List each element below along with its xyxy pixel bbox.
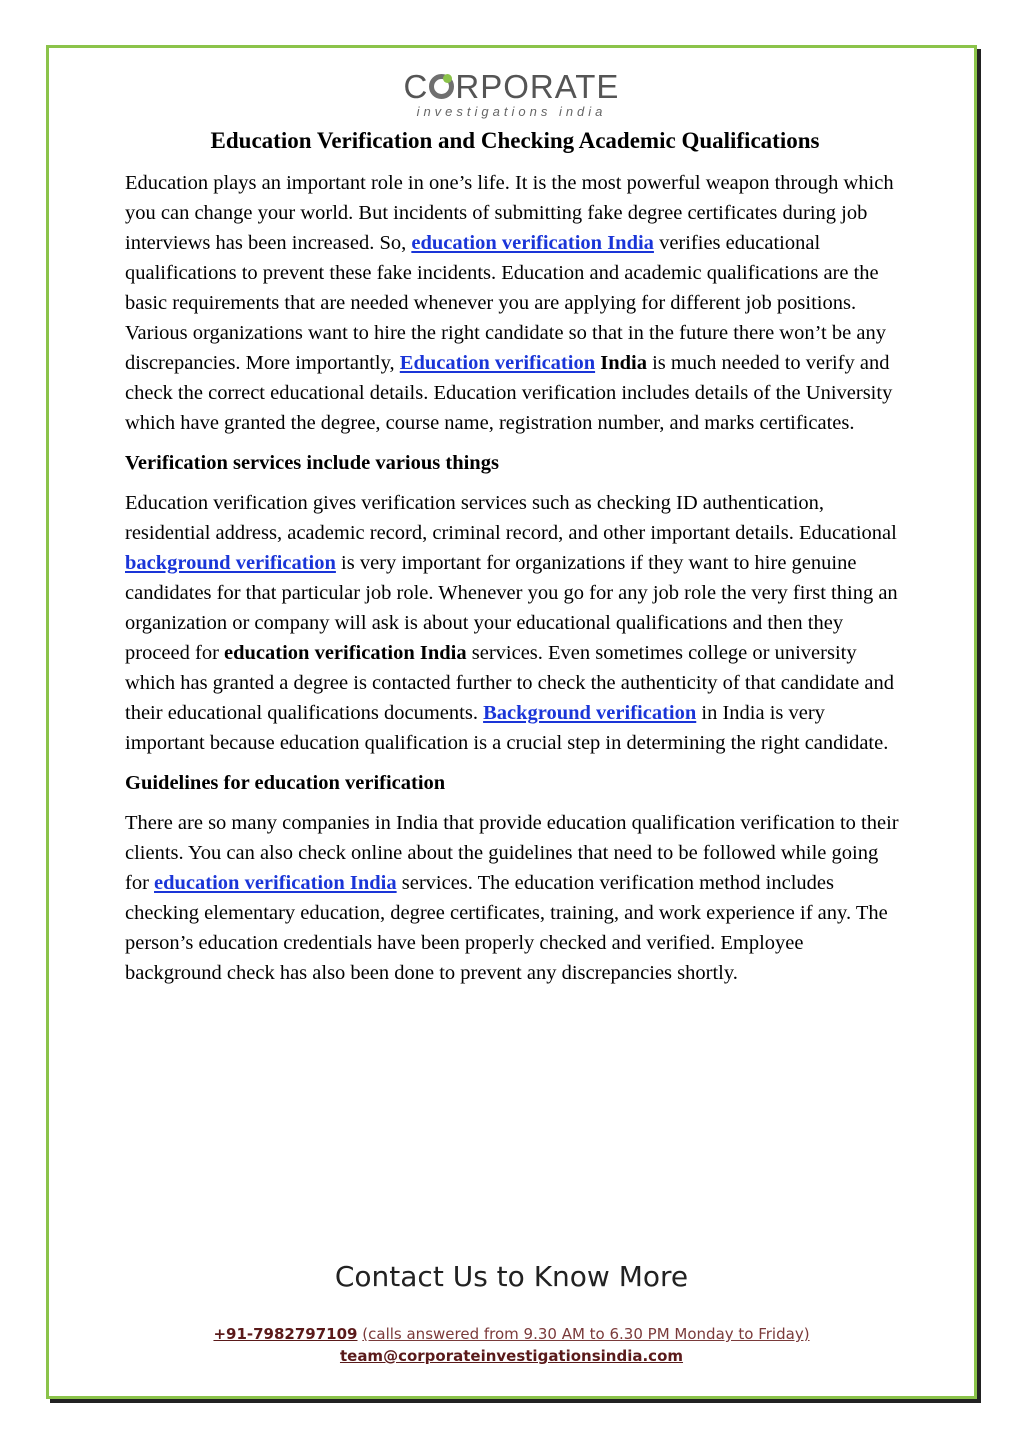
background-verification-link-2[interactable]: Background verification: [483, 702, 697, 724]
section-heading-guidelines: Guidelines for education verification: [125, 772, 446, 794]
background-verification-link[interactable]: background verification: [125, 552, 336, 574]
phone-number-link[interactable]: +91-7982797109: [213, 1325, 358, 1343]
services-text-2: is very important for organizations if they want to hire genuine candidates for that particular job role. Whenever you go for any job role the very first thing an organization or company will ask is about your educational qualifications and then they proceed for: [125, 552, 898, 664]
guidelines-paragraph: [125, 808, 905, 988]
intro-text-2: verifies educational qualifications to prevent these fake incidents. Education and academic qualifications are the basic requirements that are needed whenever you are applying for different job positions. Various organizations want to hire the right candidate so that in the future there won’t be any discrepancies. More importantly,: [125, 232, 886, 374]
contact-email-line: [49, 1345, 974, 1367]
services-text-3: services. Even sometimes college or university which has granted a degree is contacted further to check the authenticity of that candidate and their educational qualifications documents.: [125, 642, 894, 724]
contact-details: [49, 1323, 974, 1367]
logo-word-start: C: [403, 68, 429, 105]
contact-phone-line: [49, 1323, 974, 1345]
services-text-1: Education verification gives verification services such as checking ID authentication, residential address, academic record, criminal record, and other important details. Educational: [125, 492, 897, 544]
education-verification-link[interactable]: Education verification: [399, 352, 596, 374]
services-paragraph: [125, 488, 905, 758]
document-body: [125, 126, 905, 998]
logo-o-ring-icon: [429, 74, 454, 99]
logo-subtitle: investigations india: [416, 104, 607, 119]
page-frame: [46, 45, 977, 1399]
call-hours-note: (calls answered from 9.30 AM to 6.30 PM Monday to Friday): [362, 1325, 810, 1343]
guidelines-text-2: services. The education verification method includes checking elementary education, degree certificates, training, and work experience if any. The person’s education credentials have been properly checked and verified. Employee background check has also been done to prevent any discrepancies shortly.: [125, 872, 888, 984]
company-logo: [49, 70, 974, 119]
section-heading-services: Verification services include various things: [125, 452, 499, 474]
document-title: Education Verification and Checking Academic Qualifications: [210, 128, 820, 153]
services-text-4: in India is very important because education qualification is a crucial step in determining the right candidate.: [125, 702, 889, 754]
intro-text-3: is much needed to verify and check the correct educational details. Education verification includes details of the University which have granted the degree, course name, registration number, and marks certificates.: [125, 352, 893, 434]
contact-heading: Contact Us to Know More: [334, 1260, 689, 1293]
email-link[interactable]: team@corporateinvestigationsindia.com: [339, 1347, 684, 1365]
guidelines-text-1: There are so many companies in India that provide education qualification verification to their clients. You can also check online about the guidelines that need to be followed while going for: [125, 812, 899, 894]
services-bold-phrase: education verification India: [224, 642, 467, 664]
education-verification-india-link[interactable]: education verification India: [411, 232, 654, 254]
intro-bold-india: India: [595, 352, 647, 374]
intro-paragraph: [125, 168, 905, 438]
logo-wordmark: [404, 70, 620, 103]
logo-word-end: RPORATE: [455, 68, 620, 105]
intro-text-1: Education plays an important role in one’s life. It is the most powerful weapon through which you can change your world. But incidents of submitting fake degree certificates during job interviews has been increased. So,: [125, 172, 894, 254]
education-verification-india-link-2[interactable]: education verification India: [154, 872, 397, 894]
